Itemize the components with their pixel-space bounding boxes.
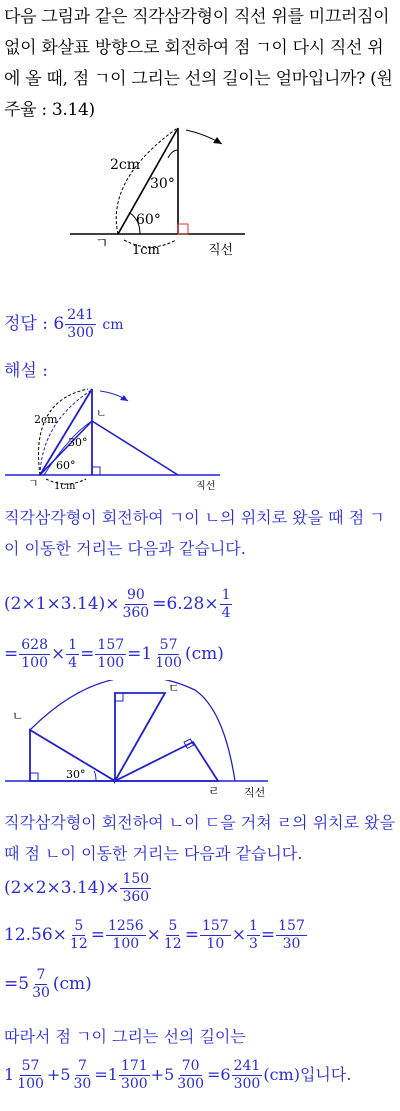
fig1-angle-30: 30° <box>150 176 175 192</box>
explanation-label: 해설 : <box>4 361 48 381</box>
fig3-point-d: ㄹ <box>208 784 220 798</box>
equation-5: =5 $\frac{7}{30}$ (cm) <box>4 967 92 1001</box>
fig2-line-label: 직선 <box>196 481 216 491</box>
fig2-hyp-label: 2cm <box>34 413 58 426</box>
equation-1: (2×1×3.14)× $\frac{90}{360}$ =6.28× $\frac{1}{4}$ <box>4 587 231 621</box>
explanation-text-1: 직각삼각형이 회전하여 ㄱ이 ㄴ의 위치로 왔을 때 점 ㄱ이 이동한 거리는 다음과 같습니다. <box>4 508 385 558</box>
answer <box>4 307 123 342</box>
fig3-point-c: ㄷ <box>168 681 180 695</box>
fig2-base-label: 1cm <box>54 481 76 491</box>
answer-whole: 6 <box>53 314 65 334</box>
fig1-angle-60: 60° <box>136 212 161 228</box>
fig1-hyp-label: 2cm <box>110 157 141 173</box>
equation-4: 12.56× $\frac{5}{12}$ = $\frac{1256}{100}$ × $\frac{5}{12}$ = $\frac{157}{10}$ × $\frac{1}{3}$ = $\frac{157}{30}$ <box>4 918 305 952</box>
equation-2: = $\frac{628}{100}$ × $\frac{1}{4}$ = $\frac{157}{100}$ =1 $\frac{57}{100}$ (cm) <box>4 637 224 671</box>
fig3-angle-30: 30° <box>66 768 86 781</box>
answer-unit: cm <box>102 317 124 333</box>
explanation-text-3: 따라서 점 ㄱ이 그리는 선의 길이는 <box>4 1027 246 1046</box>
fig1-point-a: ㄱ <box>95 236 109 252</box>
figure-1 <box>0 120 400 260</box>
figure-3 <box>0 680 400 802</box>
question-text: 다음 그림과 같은 직각삼각형이 직선 위를 미끄러짐이 없이 화살표 방향으로 회전하여 점 ㄱ이 다시 직선 위에 올 때, 점 ㄱ이 그리는 선의 길이는 얼마입니까? (원주율 : 3.14) <box>4 7 393 120</box>
fig2-point-b: ㄴ <box>96 407 107 420</box>
equation-3: (2×2×3.14)× $\frac{150}{360}$ <box>4 871 150 905</box>
fig3-point-b: ㄴ <box>12 709 24 723</box>
explanation-text-2: 직각삼각형이 회전하여 ㄴ이 ㄷ을 거쳐 ㄹ의 위치로 왔을 때 점 ㄴ이 이동한 거리는 다음과 같습니다. <box>4 813 396 863</box>
fig1-line-label: 직선 <box>208 243 234 258</box>
fig2-angle-30: 30° <box>68 436 88 449</box>
answer-label: 정답 : <box>4 314 48 334</box>
equation-6: 1 $\frac{57}{100}$ +5 $\frac{7}{30}$ =1 $\frac{171}{300}$ +5 $\frac{70}{300}$ =6 $\frac{241}{300}$ (cm)입니다. <box>4 1058 352 1092</box>
fig2-angle-60: 60° <box>56 459 76 472</box>
fig3-line-label: 직선 <box>244 786 266 799</box>
fig1-base-label: 1cm <box>132 243 160 258</box>
fig2-point-a: ㄱ <box>28 477 39 490</box>
figure-2 <box>0 383 400 491</box>
answer-fraction: $\frac{241}{300}$ <box>67 307 94 341</box>
